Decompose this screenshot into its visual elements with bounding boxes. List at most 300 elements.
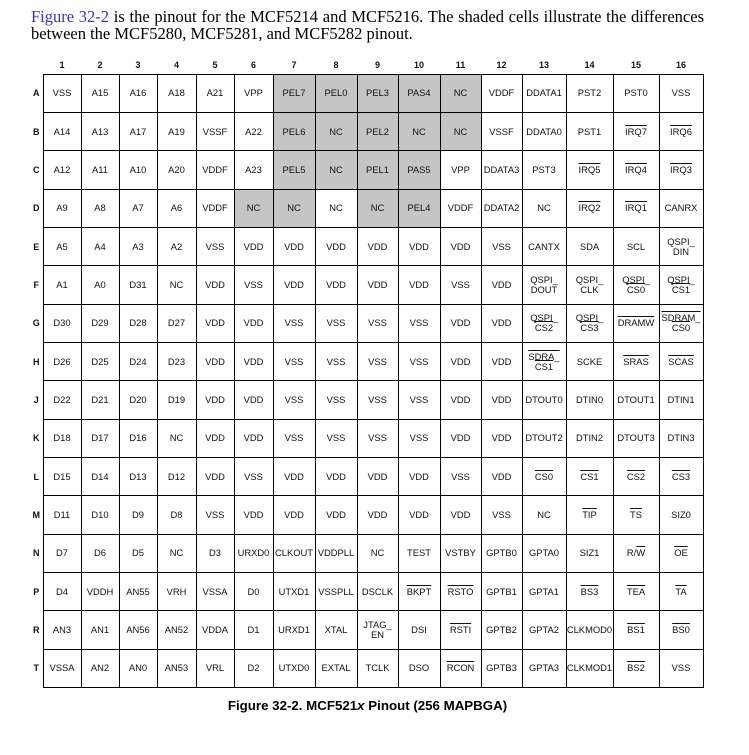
row-label: E <box>33 241 40 252</box>
pin-name: A6 <box>170 202 183 214</box>
pin-cell-P9 <box>357 572 398 610</box>
pin-cell-K13 <box>522 419 566 457</box>
pin-cell-G7 <box>273 304 315 342</box>
pin-name: A11 <box>92 163 108 175</box>
pin-name: DTOUT1 <box>617 393 655 405</box>
pin-name: VSTBY <box>445 547 476 559</box>
pin-name: DDATA2 <box>483 202 520 214</box>
pin-name: NC <box>370 547 385 559</box>
pin-name: DTOUT0 <box>525 393 563 405</box>
row-label: D <box>33 203 40 214</box>
pin-name: D17 <box>91 432 109 444</box>
table-row-R <box>28 611 703 649</box>
pin-cell-C7 <box>273 151 315 189</box>
pin-cell-H3 <box>119 342 157 380</box>
pin-cell-H10 <box>398 342 440 380</box>
column-number-5: 5 <box>212 59 218 70</box>
pin-name: VSS <box>205 240 225 252</box>
pin-name: VSS <box>451 278 470 290</box>
pin-cell-L9 <box>357 457 398 495</box>
pin-cell-M3 <box>119 496 157 534</box>
pin-cell-R9 <box>357 611 398 649</box>
pin-name: A14 <box>53 125 71 137</box>
pin-name: A9 <box>56 202 68 214</box>
pin-name: SCL <box>626 240 646 252</box>
pin-name: VSSF <box>489 125 514 137</box>
pin-cell-J13 <box>522 381 566 419</box>
pin-cell-C2 <box>81 151 119 189</box>
table-row-N <box>28 534 703 572</box>
pin-name: SDRA_ <box>528 350 560 362</box>
pin-cell-P8 <box>315 572 357 610</box>
pin-name: VPP <box>451 163 470 175</box>
pin-name: IRQ3 <box>670 163 692 175</box>
pin-name: IRQ6 <box>670 125 692 137</box>
pin-name: D10 <box>91 508 109 520</box>
column-number-7: 7 <box>291 59 297 70</box>
pin-name: CANRX <box>664 202 698 214</box>
pin-cell-C14 <box>566 151 613 189</box>
pin-name: DTIN2 <box>575 432 604 444</box>
row-label: T <box>33 663 39 674</box>
pin-name: VDD <box>243 432 264 444</box>
pin-cell-F7 <box>273 266 315 304</box>
pin-cell-B6 <box>234 112 273 150</box>
pin-name: D3 <box>209 547 221 559</box>
pin-name: IRQ2 <box>578 202 601 214</box>
table-row-B <box>28 112 703 150</box>
pin-name: VDD <box>243 355 264 367</box>
pin-cell-M2 <box>81 496 119 534</box>
table-row-D <box>28 189 703 227</box>
pin-name: VDD <box>409 508 429 520</box>
pin-cell-D12 <box>481 189 522 227</box>
pin-cell-C11 <box>440 151 481 189</box>
pin-cell-E13 <box>522 227 566 265</box>
pin-name: PEL0 <box>324 87 348 99</box>
pin-cell-B14 <box>566 112 613 150</box>
pin-cell-L2 <box>81 457 119 495</box>
pin-name: DSCLK <box>361 585 394 597</box>
pin-cell-A9 <box>357 74 398 112</box>
pin-cell-L16 <box>659 457 703 495</box>
pin-name: D2 <box>247 662 260 674</box>
pin-cell-N12 <box>481 534 522 572</box>
pin-name: SDA <box>579 240 600 252</box>
pin-name: VDD <box>450 393 471 405</box>
pin-cell-J4 <box>157 381 196 419</box>
pin-name: A2 <box>170 240 183 252</box>
pin-name: VSSA <box>49 662 75 674</box>
pin-name: VSS <box>284 317 304 329</box>
intro-paragraph <box>31 9 704 42</box>
pin-cell-G16 <box>659 304 703 342</box>
pin-cell-B13 <box>522 112 566 150</box>
pin-cell-C10 <box>398 151 440 189</box>
pin-name: SCKE <box>576 355 603 367</box>
pin-cell-N8 <box>315 534 357 572</box>
pin-cell-M8 <box>315 496 357 534</box>
pin-name: SRAS <box>623 355 649 367</box>
pin-cell-P14 <box>566 572 613 610</box>
pin-name: BKPT <box>406 585 432 597</box>
pin-name-line <box>358 630 398 640</box>
pin-cell-G5 <box>196 304 234 342</box>
pin-cell-G14 <box>566 304 613 342</box>
pin-cell-D14 <box>566 189 613 227</box>
pin-name: BS2 <box>627 662 645 674</box>
pin-cell-D1 <box>43 189 81 227</box>
figure-link[interactable]: Figure 32-2 <box>31 7 110 26</box>
pin-cell-C9 <box>357 151 398 189</box>
pin-cell-K12 <box>481 419 522 457</box>
pin-name: VDD <box>367 240 388 252</box>
pin-cell-M6 <box>234 496 273 534</box>
pin-name: D21 <box>91 393 109 405</box>
pin-name: VDDF <box>488 87 515 99</box>
pin-cell-B10 <box>398 112 440 150</box>
pin-name-line <box>567 285 613 295</box>
pin-cell-P16 <box>659 572 703 610</box>
pin-name: VDD <box>491 470 512 482</box>
row-label: B <box>33 126 40 137</box>
pin-cell-D10 <box>398 189 440 227</box>
pin-name: D27 <box>167 317 186 329</box>
pin-name: CS1 <box>534 360 554 372</box>
pin-name: D1 <box>247 623 260 635</box>
pin-name: NC <box>537 508 551 520</box>
pin-cell-L8 <box>315 457 357 495</box>
column-number-11: 11 <box>455 59 466 70</box>
pin-cell-N14 <box>566 534 613 572</box>
pin-name: VSS <box>409 317 429 329</box>
pin-cell-M9 <box>357 496 398 534</box>
pin-name: VSS <box>671 87 691 99</box>
pin-cell-M7 <box>273 496 315 534</box>
corner-cell <box>28 56 43 74</box>
pin-name: VDD <box>205 317 225 329</box>
pin-name: VRL <box>205 662 225 674</box>
row-label: P <box>33 586 40 597</box>
pin-cell-R8 <box>315 611 357 649</box>
pin-cell-F3 <box>119 266 157 304</box>
pin-cell-N9 <box>357 534 398 572</box>
pin-cell-H1 <box>43 342 81 380</box>
pin-name: SCAS <box>668 355 694 367</box>
pin-name: A22 <box>245 125 262 137</box>
pin-cell-N11 <box>440 534 481 572</box>
pin-cell-K11 <box>440 419 481 457</box>
pin-name: VSS <box>409 432 429 444</box>
pin-name: PEL5 <box>282 163 306 175</box>
pin-cell-C4 <box>157 151 196 189</box>
pin-cell-F13 <box>522 266 566 304</box>
pin-name: UTXD0 <box>278 662 310 674</box>
pin-cell-A16 <box>659 74 703 112</box>
pin-cell-D3 <box>119 189 157 227</box>
pin-cell-J8 <box>315 381 357 419</box>
pin-name: D28 <box>129 317 147 329</box>
pin-name: PEL6 <box>282 125 306 137</box>
pin-name: VDD <box>450 317 471 329</box>
row-label: A <box>33 88 40 99</box>
pin-cell-C1 <box>43 151 81 189</box>
pin-cell-F4 <box>157 266 196 304</box>
pin-cell-L1 <box>43 457 81 495</box>
pin-name: D20 <box>129 393 147 405</box>
pin-name: VDD <box>284 278 304 290</box>
pin-cell-N3 <box>119 534 157 572</box>
table-row-E <box>28 227 703 265</box>
pin-cell-L3 <box>119 457 157 495</box>
pin-name: CLK <box>580 283 599 295</box>
pin-name: VDD <box>205 393 225 405</box>
pin-name: VSS <box>205 508 225 520</box>
pin-cell-R4 <box>157 611 196 649</box>
pin-cell-L7 <box>273 457 315 495</box>
pin-cell-K16 <box>659 419 703 457</box>
pin-cell-F1 <box>43 266 81 304</box>
pin-cell-M4 <box>157 496 196 534</box>
pin-cell-H4 <box>157 342 196 380</box>
pin-name: SDRAM_ <box>661 312 701 324</box>
table-row-F <box>28 266 703 304</box>
pin-name: BS1 <box>627 623 645 635</box>
pin-cell-P2 <box>81 572 119 610</box>
pin-name: A4 <box>94 240 106 252</box>
pin-name: DTIN3 <box>667 432 695 444</box>
column-number-6: 6 <box>250 59 256 70</box>
pin-cell-G10 <box>398 304 440 342</box>
column-number-10: 10 <box>413 59 424 70</box>
pin-name: DDATA1 <box>526 87 562 99</box>
pin-cell-P11 <box>440 572 481 610</box>
pin-cell-N5 <box>196 534 234 572</box>
row-label: F <box>33 279 39 290</box>
pin-cell-T12 <box>481 649 522 687</box>
pin-cell-G12 <box>481 304 522 342</box>
pin-name: DRAMW <box>617 317 655 329</box>
table-row-P <box>28 572 703 610</box>
pin-name: AN55 <box>126 585 150 597</box>
pin-name: VDD <box>450 508 471 520</box>
pin-name: $\overline{TEA}$ <box>626 585 646 597</box>
pin-cell-H6 <box>234 342 273 380</box>
pin-name: DOUT <box>530 283 558 295</box>
column-number-2: 2 <box>97 59 103 70</box>
pin-name: VDD <box>491 355 512 367</box>
pin-name: VSS <box>244 278 263 290</box>
pin-cell-K7 <box>273 419 315 457</box>
pin-cell-H7 <box>273 342 315 380</box>
pin-name: A19 <box>168 125 185 137</box>
table-row-K <box>28 419 703 457</box>
pin-name: VDDF <box>202 163 228 175</box>
row-label: J <box>33 394 39 405</box>
pin-name: A0 <box>94 278 106 290</box>
pin-name: D23 <box>167 355 186 367</box>
pin-name: A10 <box>129 163 147 175</box>
pin-name: VDDF <box>447 202 474 214</box>
pin-name: IRQ7 <box>625 125 647 137</box>
pin-name: PAS5 <box>407 163 431 175</box>
pin-name: D16 <box>129 432 147 444</box>
pin-name: EXTAL <box>321 662 351 674</box>
pin-name: VSS <box>326 317 346 329</box>
pin-cell-B1 <box>43 112 81 150</box>
pin-name: DSI <box>411 623 427 635</box>
pin-name: AN3 <box>52 623 72 635</box>
pin-cell-E2 <box>81 227 119 265</box>
pin-cell-M12 <box>481 496 522 534</box>
pin-name: QSPI_ <box>530 312 558 324</box>
pin-cell-M1 <box>43 496 81 534</box>
pin-name: GPTA0 <box>528 547 560 559</box>
pin-cell-L6 <box>234 457 273 495</box>
pin-cell-C12 <box>481 151 522 189</box>
pin-cell-T13 <box>522 649 566 687</box>
pin-cell-F2 <box>81 266 119 304</box>
pin-name: VSS <box>368 393 387 405</box>
pin-name: RSTO <box>447 585 474 597</box>
pin-name: NC <box>169 547 184 559</box>
pin-cell-K9 <box>357 419 398 457</box>
pin-cell-R12 <box>481 611 522 649</box>
pin-cell-A7 <box>273 74 315 112</box>
pin-cell-E16 <box>659 227 703 265</box>
pin-cell-D16 <box>659 189 703 227</box>
pin-name: D8 <box>170 508 183 520</box>
pin-cell-G15 <box>613 304 659 342</box>
pin-cell-M5 <box>196 496 234 534</box>
pin-name: QSPI_ <box>575 273 604 285</box>
pin-name-line <box>523 323 566 333</box>
pin-name: PEL7 <box>282 87 306 99</box>
pin-cell-J16 <box>659 381 703 419</box>
pin-name: A15 <box>91 87 109 99</box>
pin-name: D6 <box>94 547 106 559</box>
pin-cell-K3 <box>119 419 157 457</box>
pin-cell-T11 <box>440 649 481 687</box>
pin-name: NC <box>453 87 468 99</box>
pin-name: VSSA <box>202 585 228 597</box>
pin-name-line <box>660 323 703 333</box>
pin-name: NC <box>537 202 551 214</box>
pin-name: PEL2 <box>366 125 389 137</box>
pin-cell-D5 <box>196 189 234 227</box>
pin-cell-B15 <box>613 112 659 150</box>
column-number-16: 16 <box>675 59 686 70</box>
pin-cell-M13 <box>522 496 566 534</box>
pin-name: A12 <box>53 163 71 175</box>
pin-cell-P10 <box>398 572 440 610</box>
pin-cell-L14 <box>566 457 613 495</box>
pin-cell-H15 <box>613 342 659 380</box>
pin-cell-E9 <box>357 227 398 265</box>
pin-name: CS3 <box>671 470 691 482</box>
pin-cell-N2 <box>81 534 119 572</box>
pin-name-line <box>523 285 566 295</box>
pin-cell-K5 <box>196 419 234 457</box>
pin-cell-F5 <box>196 266 234 304</box>
pin-name-line <box>567 323 613 333</box>
pin-name: D12 <box>167 470 186 482</box>
pin-name: D31 <box>129 278 147 290</box>
pin-name: CS0 <box>626 283 646 295</box>
table-row-G <box>28 304 703 342</box>
pin-name: NC <box>329 163 343 175</box>
pin-name: DTIN0 <box>575 393 604 405</box>
pin-name: PEL1 <box>366 163 389 175</box>
pin-name: QSPI_ <box>667 235 695 247</box>
pin-name: VRH <box>166 585 187 597</box>
pin-name: A17 <box>129 125 147 137</box>
pin-cell-D6 <box>234 189 273 227</box>
pin-name: D11 <box>53 508 71 520</box>
pin-name: VSS <box>492 240 511 252</box>
pin-cell-L12 <box>481 457 522 495</box>
pin-cell-N15 <box>613 534 659 572</box>
pin-cell-J1 <box>43 381 81 419</box>
pin-cell-B16 <box>659 112 703 150</box>
pin-name: VSS <box>52 87 72 99</box>
pin-cell-L15 <box>613 457 659 495</box>
pin-name: D19 <box>167 393 186 405</box>
pin-name: DSO <box>408 662 430 674</box>
pin-name: A13 <box>91 125 109 137</box>
pin-cell-K1 <box>43 419 81 457</box>
pin-name: GPTA3 <box>528 662 560 674</box>
pin-cell-N13 <box>522 534 566 572</box>
pin-cell-E14 <box>566 227 613 265</box>
pin-name: R/ <box>626 547 637 559</box>
pin-cell-G13 <box>522 304 566 342</box>
column-header-row <box>28 56 703 74</box>
pin-name: RCON <box>446 662 475 674</box>
pin-name: CS1 <box>671 283 691 295</box>
pin-cell-T15 <box>613 649 659 687</box>
pin-name: VDD <box>205 278 225 290</box>
pin-cell-N10 <box>398 534 440 572</box>
pin-name: VSS <box>284 355 304 367</box>
pin-name: D15 <box>53 470 71 482</box>
pin-name: VSS <box>284 432 304 444</box>
pin-cell-T16 <box>659 649 703 687</box>
pin-name: NC <box>287 202 301 214</box>
pin-cell-R6 <box>234 611 273 649</box>
pin-name: VDD <box>450 240 471 252</box>
pin-name: NC <box>370 202 385 214</box>
pin-cell-K14 <box>566 419 613 457</box>
pin-cell-M15 <box>613 496 659 534</box>
pin-cell-T10 <box>398 649 440 687</box>
column-number-14: 14 <box>584 59 595 70</box>
pin-cell-F16 <box>659 266 703 304</box>
pin-name: PST2 <box>577 87 602 99</box>
pin-name: AN1 <box>90 623 110 635</box>
pin-cell-D11 <box>440 189 481 227</box>
pin-cell-K10 <box>398 419 440 457</box>
pin-name: VDD <box>491 317 512 329</box>
caption-text-end: Pinout (256 MAPBGA) <box>364 698 508 713</box>
pin-cell-R5 <box>196 611 234 649</box>
pin-name: NC <box>169 432 184 444</box>
pin-name: PAS4 <box>407 87 431 99</box>
pin-cell-A5 <box>196 74 234 112</box>
pin-cell-B4 <box>157 112 196 150</box>
pin-name: VDD <box>409 240 429 252</box>
pin-name: EN <box>370 628 385 640</box>
